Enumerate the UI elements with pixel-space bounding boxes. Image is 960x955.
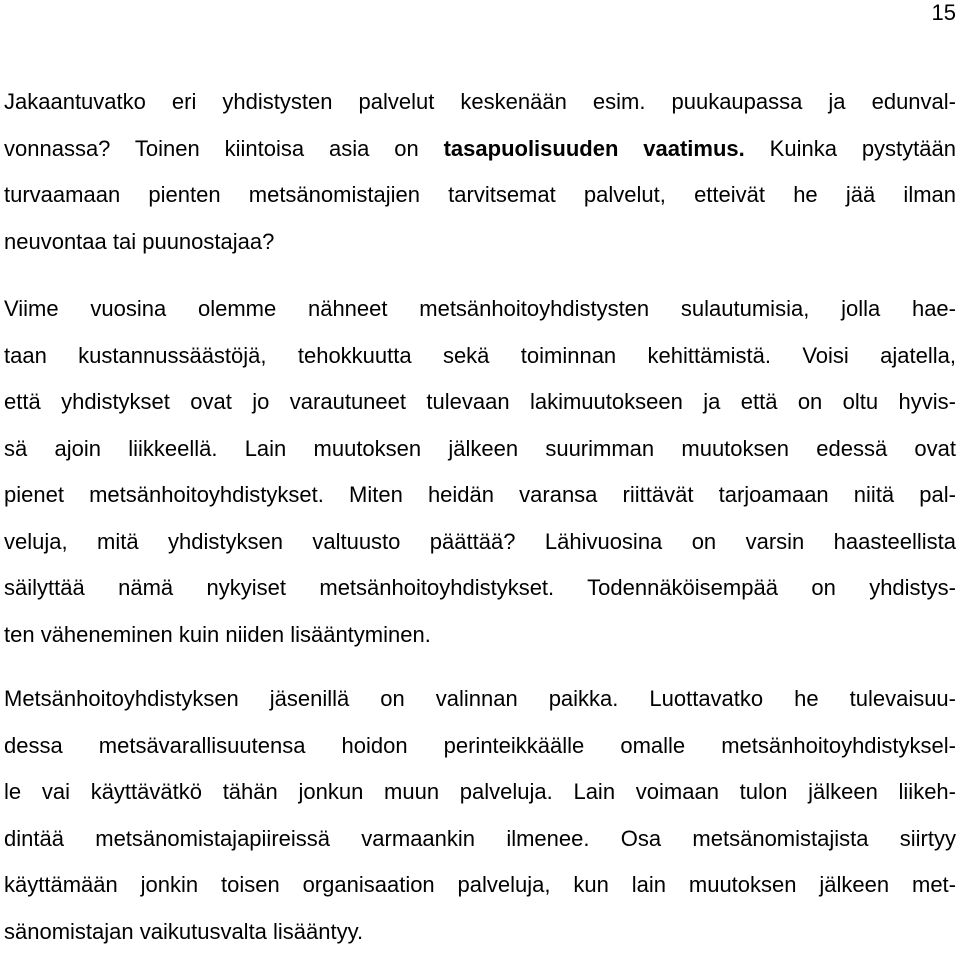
text-line: dessa metsävarallisuutensa hoidon perinteikkäälle omalle metsänhoitoyhdistyksel- <box>4 723 956 770</box>
text-segment: Kuinka pystytään <box>745 136 956 161</box>
text-line: Metsänhoitoyhdistyksen jäsenillä on valinnan paikka. Luottavatko he tulevaisuu- <box>4 676 956 723</box>
text-line <box>4 126 956 173</box>
paragraph-1 <box>4 79 956 265</box>
text-line: neuvontaa tai puunostajaa? <box>4 219 956 266</box>
bold-emphasis: tasapuolisuuden vaatimus. <box>444 136 745 161</box>
text-line: dintää metsänomistajapiireissä varmaankin ilmenee. Osa metsänomistajista siirtyy <box>4 816 956 863</box>
text-segment: vonnassa? Toinen kiintoisa asia on <box>4 136 444 161</box>
text-line: sänomistajan vaikutusvalta lisääntyy. <box>4 909 956 955</box>
text-line: että yhdistykset ovat jo varautuneet tulevaan lakimuutokseen ja että on oltu hyvis- <box>4 379 956 426</box>
text-line: säilyttää nämä nykyiset metsänhoitoyhdistykset. Todennäköisempää on yhdistys- <box>4 565 956 612</box>
text-line: le vai käyttävätkö tähän jonkun muun palveluja. Lain voimaan tulon jälkeen liikeh- <box>4 769 956 816</box>
text-line: turvaamaan pienten metsänomistajien tarvitsemat palvelut, etteivät he jää ilman <box>4 172 956 219</box>
paragraph-2 <box>4 286 956 658</box>
paragraph-3 <box>4 676 956 955</box>
text-line: veluja, mitä yhdistyksen valtuusto päättää? Lähivuosina on varsin haasteellista <box>4 519 956 566</box>
text-line: taan kustannussäästöjä, tehokkuutta sekä toiminnan kehittämistä. Voisi ajatella, <box>4 333 956 380</box>
text-line: Jakaantuvatko eri yhdistysten palvelut keskenään esim. puukaupassa ja edunval- <box>4 79 956 126</box>
text-line: Viime vuosina olemme nähneet metsänhoitoyhdistysten sulautumisia, jolla hae- <box>4 286 956 333</box>
text-line: sä ajoin liikkeellä. Lain muutoksen jälkeen suurimman muutoksen edessä ovat <box>4 426 956 473</box>
text-line: ten väheneminen kuin niiden lisääntyminen. <box>4 612 956 659</box>
page-number: 15 <box>932 0 956 26</box>
text-line: pienet metsänhoitoyhdistykset. Miten heidän varansa riittävät tarjoamaan niitä pal- <box>4 472 956 519</box>
text-line: käyttämään jonkin toisen organisaation palveluja, kun lain muutoksen jälkeen met- <box>4 862 956 909</box>
